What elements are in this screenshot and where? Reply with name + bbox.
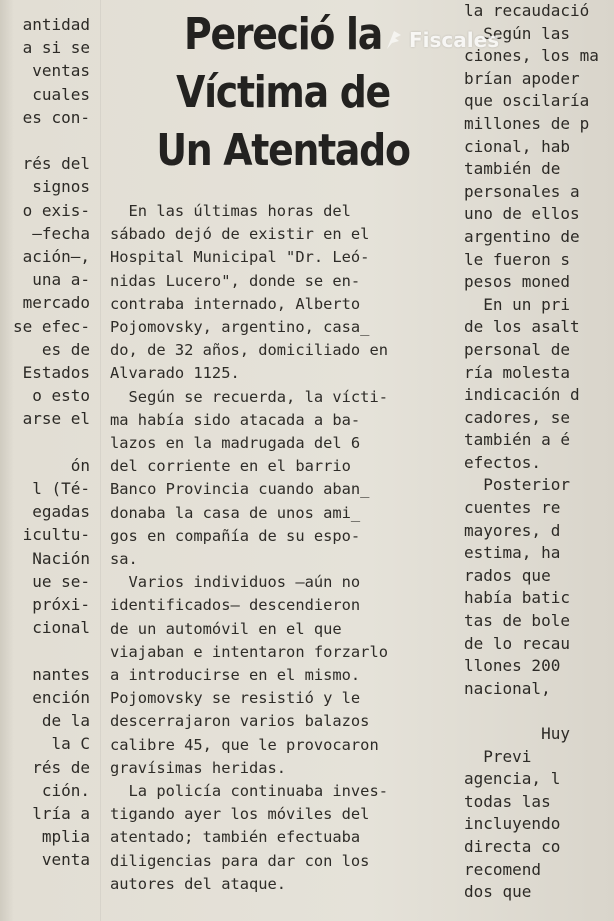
right-column-line: mayores, d	[464, 520, 561, 540]
right-column-line: tas de bole	[464, 611, 570, 631]
left-column-line: nantes	[32, 664, 90, 684]
right-column-line: llones 200	[464, 656, 561, 676]
left-column-line	[13, 431, 90, 454]
left-column-line	[13, 129, 90, 152]
left-column-line: es de	[41, 339, 90, 359]
left-column-line: venta	[41, 850, 90, 870]
article-column	[108, 0, 458, 921]
left-column-line: rés del	[22, 154, 90, 174]
article-body-line: sábado dejó de existir en el	[110, 225, 370, 244]
article-body	[110, 200, 456, 896]
right-column-line: argentino de	[464, 226, 580, 246]
left-column-line: cuales	[32, 84, 90, 104]
article-body-line: calibre 45, que le provocaron	[110, 735, 379, 754]
right-column-line: agencia, l	[464, 769, 561, 789]
left-column-line: l (Té-	[32, 479, 90, 499]
right-column-line: todas las	[464, 791, 551, 811]
right-column-line: incluyendo	[464, 814, 561, 834]
article-body-line: contraba internado, Alberto	[110, 294, 361, 313]
left-column	[0, 0, 100, 921]
right-column-line: Posterior	[464, 475, 570, 495]
left-column-line: es con-	[22, 107, 90, 127]
right-column-line: nacional,	[464, 678, 551, 698]
left-column-line: de la	[41, 711, 90, 731]
article-body-line: atentado; también efectuaba	[110, 828, 361, 847]
headline-line-3: Un Atentado	[156, 125, 410, 176]
article-body-line: diligencias para dar con los	[110, 851, 370, 870]
article-body-line: En las últimas horas del	[110, 202, 351, 220]
article-body-line: Varios individuos —aún no	[110, 573, 361, 592]
article-body-line: de un automóvil en el que	[110, 619, 342, 638]
article-body-line: descerrajaron varios balazos	[110, 712, 370, 731]
right-column-line: de los asalt	[464, 317, 580, 337]
right-column-line: personal de	[464, 339, 570, 359]
article-body-line: do, de 32 años, domiciliado en	[110, 341, 388, 360]
headline-line-1: Pereció la	[184, 9, 382, 60]
article-body-line: lazos en la madrugada del 6	[110, 434, 361, 453]
left-column-line: icultu-	[22, 525, 90, 545]
headline-line-2: Víctima de	[176, 67, 390, 118]
article-body-line: Pojomovsky se resistió y le	[110, 689, 361, 708]
right-column-line: recomend	[464, 859, 542, 879]
right-column-line: había batic	[464, 588, 570, 608]
article-body-line: La policía continuaba inves-	[110, 782, 388, 801]
left-column-line: o exis-	[22, 200, 90, 220]
left-column-line: o esto	[32, 386, 90, 406]
right-column-line	[464, 700, 599, 723]
right-column-line: cuentes re	[464, 498, 561, 518]
right-column-line: millones de p	[464, 113, 590, 133]
article-body-line: autores del ataque.	[110, 874, 287, 893]
article-body-line: gos en compañía de su espo-	[110, 526, 361, 545]
article-body-line: del corriente en el barrio	[110, 457, 351, 476]
left-column-line: Estados	[22, 363, 90, 383]
article-body-line: Hospital Municipal "Dr. Leó-	[110, 248, 370, 267]
column-divider	[100, 0, 101, 921]
right-column-line: que oscilaría	[464, 91, 590, 111]
right-column-line: cional, hab	[464, 136, 570, 156]
article-body-line: Según se recuerda, la vícti-	[110, 387, 388, 406]
right-column-line: también a é	[464, 430, 570, 450]
right-column-text	[464, 0, 599, 904]
article-body-line: sa.	[110, 550, 138, 569]
left-column-line: lría a	[32, 803, 90, 823]
left-column-line: —fecha	[32, 223, 90, 243]
left-column-line: ación—,	[22, 247, 90, 267]
left-column-line: egadas	[32, 502, 90, 522]
article-body-line: donaba la casa de unos ami_	[110, 503, 361, 522]
article-body-line: ma había sido atacada a ba-	[110, 410, 361, 429]
right-column-line: indicación d	[464, 385, 580, 405]
article-body-line: Banco Provincia cuando aban_	[110, 480, 370, 499]
right-column-line: cadores, se	[464, 407, 570, 427]
article-body-line: tigando ayer los móviles del	[110, 805, 370, 824]
right-column-line: Previ	[464, 746, 532, 766]
article-body-line: viajaban e intentaron forzarlo	[110, 642, 388, 661]
left-column-line	[13, 639, 90, 662]
right-column-line: personales a	[464, 181, 580, 201]
right-column-line: brían apoder	[464, 68, 580, 88]
left-column-line: mplia	[41, 827, 90, 847]
right-column-line: uno de ellos	[464, 204, 580, 224]
left-column-line: a si se	[22, 38, 90, 58]
right-column-line: directa co	[464, 836, 561, 856]
left-column-line: próxi-	[32, 595, 90, 615]
left-column-line: ón	[70, 455, 90, 475]
right-column-line: estima, ha	[464, 543, 561, 563]
left-column-line: antidad	[22, 15, 90, 34]
article-body-line: gravísimas heridas.	[110, 758, 287, 777]
left-column-line: rés de	[32, 757, 90, 777]
right-column-line: ciones, los ma	[464, 46, 599, 66]
right-column-line: rados que	[464, 565, 551, 585]
article-body-line: identificados— descendieron	[110, 596, 361, 615]
article-body-line: nidas Lucero", donde se en-	[110, 271, 361, 290]
right-column	[462, 0, 614, 921]
left-column-line: ención	[32, 687, 90, 707]
article-body-line: Alvarado 1125.	[110, 364, 240, 383]
left-column-line: ventas	[32, 61, 90, 81]
left-column-line: una a-	[32, 270, 90, 290]
left-column-line: Nación	[32, 548, 90, 568]
left-column-line: la C	[51, 734, 90, 754]
right-column-line: efectos.	[464, 452, 542, 472]
right-column-line: también de	[464, 159, 561, 179]
article-body-line: Pojomovsky, argentino, casa_	[110, 318, 370, 337]
right-column-line: En un pri	[464, 294, 570, 314]
right-column-line: pesos moned	[464, 272, 570, 292]
left-column-line: cional	[32, 618, 90, 638]
right-column-line: le fueron s	[464, 249, 570, 269]
right-column-line: la recaudació	[464, 1, 590, 20]
article-headline	[133, 6, 434, 180]
left-column-line: ue se-	[32, 571, 90, 591]
article-body-line: a introducirse en el mismo.	[110, 666, 361, 685]
right-column-line: de lo recau	[464, 633, 570, 653]
right-column-line: dos que	[464, 882, 532, 902]
right-column-line: ría molesta	[464, 362, 570, 382]
left-column-line: signos	[32, 177, 90, 197]
left-column-line: se efec-	[12, 316, 90, 336]
left-column-text	[13, 13, 90, 872]
right-column-line: Huy	[464, 724, 570, 743]
left-column-line: ción.	[41, 780, 90, 800]
left-column-line: mercado	[22, 293, 90, 313]
right-column-line: Según las	[464, 23, 570, 43]
watermark-text: Fiscales	[409, 28, 500, 52]
left-column-line: arse el	[22, 409, 90, 429]
